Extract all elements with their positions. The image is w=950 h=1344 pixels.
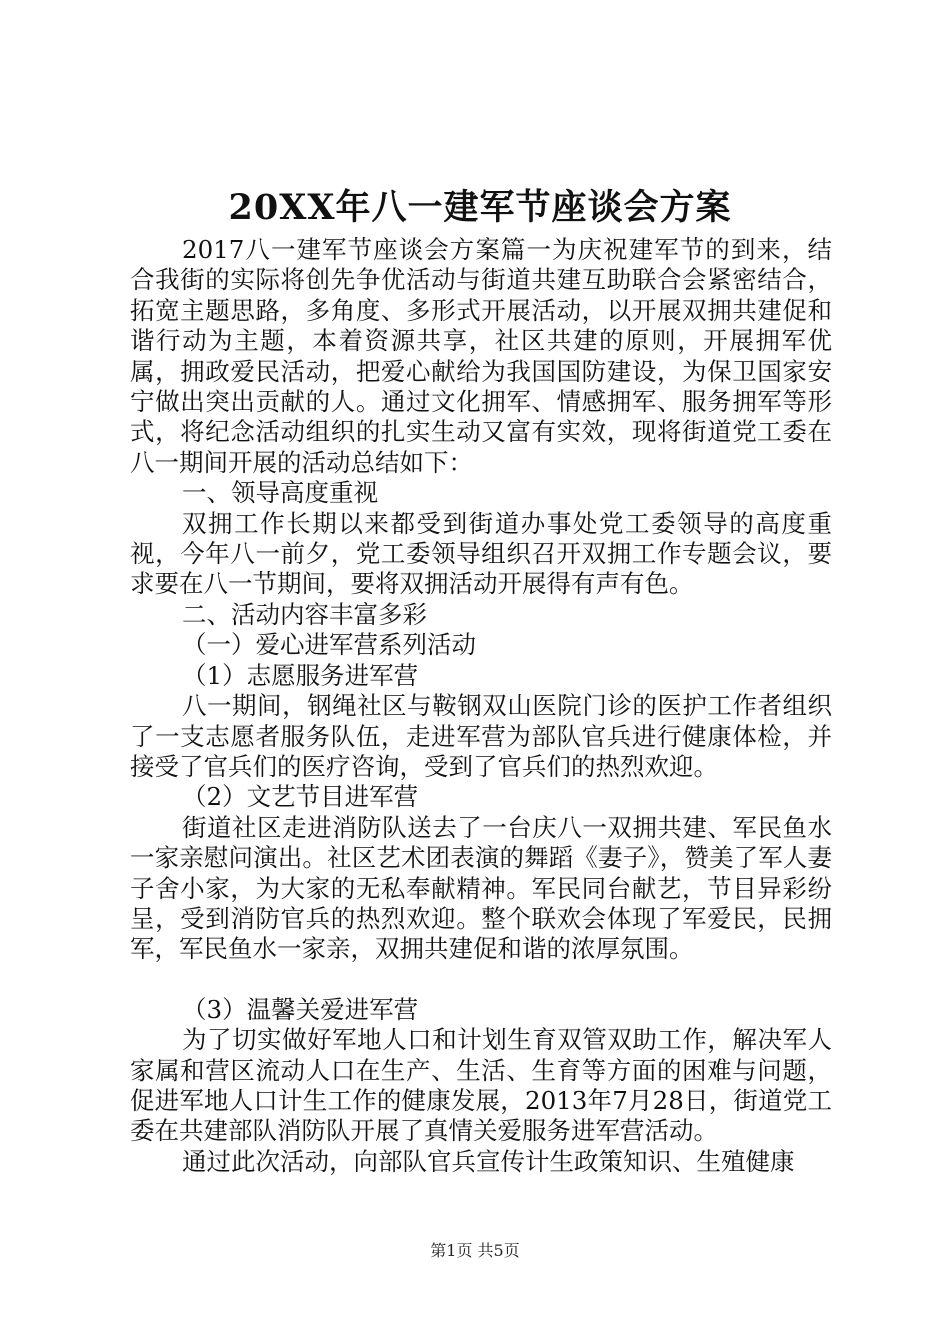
paragraph-leadership: 双拥工作长期以来都受到街道办事处党工委领导的高度重视，今年八一前夕，党工委领导组织召开双拥工作专题会议，要求要在八一节期间，要将双拥活动开展得有声有色。 bbox=[130, 508, 832, 599]
page-footer: 第1页 共5页 bbox=[430, 1241, 520, 1260]
paragraph-intro: 2017八一建军节座谈会方案篇一为庆祝建军节的到来，结合我街的实际将创先争优活动与街道共建互助联合会紧密结合，拓宽主题思路，多角度、多形式开展活动，以开展双拥共建促和谐行动为主题，本着资源共享，社区共建的原则，开展拥军优属，拥政爱民活动，把爱心献给为我国国防建设，为保卫国家安宁做出突出贡献的人。通过文化拥军、情感拥军、服务拥军等形式，将纪念活动组织的扎实生动又富有实效，现将街道党工委在八一期间开展的活动总结如下： bbox=[130, 235, 832, 477]
paragraph-spacer bbox=[130, 965, 832, 995]
subsection-heading-performance: （2）文艺节目进军营 bbox=[182, 782, 419, 812]
document-body bbox=[130, 235, 832, 1177]
document-title: 20XX年八一建军节座谈会方案 bbox=[228, 187, 732, 228]
paragraph-outcome: 通过此次活动，向部队官兵宣传计生政策知识、生殖健康 bbox=[182, 1146, 795, 1176]
subsection-heading-care: （3）温馨关爱进军营 bbox=[182, 994, 419, 1024]
subsection-heading-volunteer: （1）志愿服务进军营 bbox=[182, 660, 419, 690]
section-heading-activities: 二、活动内容丰富多彩 bbox=[182, 599, 427, 629]
section-heading-leadership: 一、领导高度重视 bbox=[182, 478, 378, 508]
paragraph-performance: 街道社区走进消防队送去了一台庆八一双拥共建、军民鱼水一家亲慰问演出。社区艺术团表演的舞蹈《妻子》，赞美了军人妻子舍小家，为大家的无私奉献精神。军民同台献艺，节目异彩纷呈，受到消防官兵的热烈欢迎。整个联欢会体现了军爱民，民拥军，军民鱼水一家亲，双拥共建促和谐的浓厚氛围。 bbox=[130, 812, 832, 964]
paragraph-care: 为了切实做好军地人口和计划生育双管双助工作，解决军人家属和营区流动人口在生产、生活、生育等方面的困难与问题，促进军地人口计生工作的健康发展，2013年7月28日，街道党工委在共建部队消防队开展了真情关爱服务进军营活动。 bbox=[130, 1025, 832, 1146]
subsection-heading-love-camp: （一）爱心进军营系列活动 bbox=[182, 630, 476, 660]
paragraph-volunteer: 八一期间，钢绳社区与鞍钢双山医院门诊的医护工作者组织了一支志愿者服务队伍，走进军营为部队官兵进行健康体检，并接受了官兵们的医疗咨询，受到了官兵们的热烈欢迎。 bbox=[130, 691, 832, 781]
